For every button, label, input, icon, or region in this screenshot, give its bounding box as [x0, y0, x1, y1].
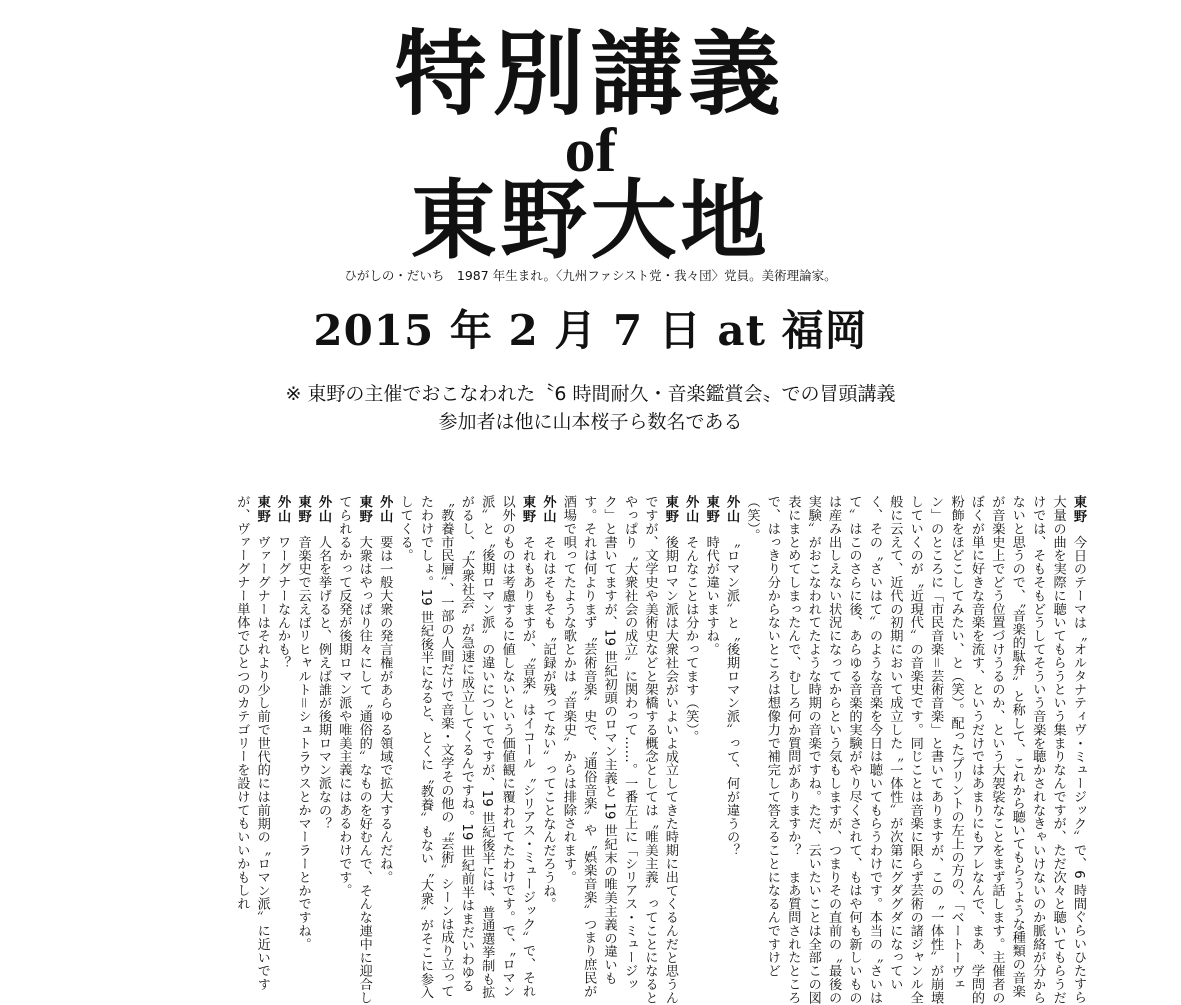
dialogue-text: そんなことは分かってます（笑）。 — [683, 535, 699, 744]
speaker-name: 外山 — [540, 495, 556, 524]
speaker-name: 東野 — [356, 495, 372, 524]
dialogue-text: 音楽史で云えばリヒャルト＝シュトラウスとかマーラーとかですね。 — [295, 535, 311, 951]
dialogue-text: 人名を挙げると、例えば誰が後期ロマン派なの？ — [315, 535, 331, 831]
dialogue-paragraph — [721, 495, 741, 1005]
dialogue-text: 後期ロマン派は大衆社会がいよいよ成立してきた時期に出てくるんだと思うんですが、文学史や美術史などと架橋する概念としては〝唯美主義〟ってことになるとやっぱり〝大衆社会の成立〟に関わって……。一番左上に「シリアス・ミュージック」と書いてますが、19 世紀初頭のロマン主義と 19 世紀末の唯美主義の違いもす。それは何よりまず〝芸術音楽〟史で、〝通俗音楽〟や〝娯楽音楽〟つまり庶民が酒場で唄ってたような歌とかは〝音楽史〟からは排除されます。 — [560, 495, 678, 1005]
speaker-name: 東野 — [662, 495, 678, 524]
dialogue-paragraph — [374, 495, 394, 1005]
speaker-name: 東野 — [520, 495, 536, 524]
speaker-name: 東野 — [1071, 495, 1086, 524]
lecture-date: 2015 年 2 月 7 日 at 福岡 — [313, 306, 868, 355]
dialogue-paragraph — [741, 495, 1088, 1005]
note-line-2: 参加者は他に山本桜子ら数名である — [438, 411, 743, 433]
dialogue-paragraph — [231, 495, 272, 1005]
dialogue-paragraph — [557, 495, 679, 1005]
dialogue-paragraph — [680, 495, 700, 1005]
dialogue-paragraph — [292, 495, 312, 1005]
dialogue-text: それもありますが、〝音楽〟はイコール〝シリアス・ミュージック〟で、それ以外のものは考慮するに値しないという価値観に覆われてたわけです。で、〝ロマン派〟と〝後期ロマン派〟の違いについてですが、19 世紀後半には、普通選挙制も拡がるし、〝大衆社会〟が急速に成立してくるんですね。19 世紀前半はまだいわゆる〝教養市民層〟、一部の人間だけで音楽・文学その他の〝芸術〟シーンは成り立ってたわけでしょ。19 世紀後半になると、とくに〝教養〟もない〝大衆〟がそこに参入してくる。 — [397, 495, 536, 999]
lecture-body — [88, 495, 1088, 1005]
dialogue-text: それはそもそも〝記録が残ってない〟ってことなんだろうね。 — [540, 535, 556, 911]
speaker-name: 東野 — [295, 495, 311, 524]
author-name: 東野大地 — [410, 170, 771, 271]
dialogue-text: 〝ロマン派〟と〝後期ロマン派〟って、何が違うの？ — [724, 535, 740, 857]
speaker-name: 外山 — [315, 495, 331, 524]
dialogue-text: ヴァーグナーはそれより少し前で世代的には前期の〝ロマン派〟に近いですが、ヴァーグナー単体でひとつのカテゴリーを設けてもいいかもしれ — [234, 495, 270, 991]
title-of: of — [564, 117, 617, 185]
dialogue-text: 時代が違いますね。 — [703, 535, 719, 656]
speaker-name: 外山 — [724, 495, 740, 524]
dialogue-text: 大衆はやっぱり往々にして〝通俗的〟なものを好むんで、そんな連中に迎合してられるかって反発が後期ロマン派や唯美主義にはあるわけです。 — [336, 495, 372, 1005]
speaker-name: 東野 — [254, 495, 270, 524]
dialogue-text: 今日のテーマは〝オルタナティヴ・ミュージック〟で、6 時間ぐらいひたすら大量の曲を実際に聴いてもらうという集まりなんですが、ただ次々と聴いてもらうだけでは、そもそもどうしてそういう音楽を聴かされなきゃいけないのか脈絡が分からないと思うので、〝音楽的駄弁〟と称して、これから聴いてもらうような種類の音楽が音楽史上でどう位置づけうるのか、という大袈裟なことをまず話します。主催者のぼくが単に好きな音楽を流す、というだけではあまりにもアレなんで、まあ、学問的粉飾をほどこしてみたい、と（笑）。配ったプリントの左上の方の、「ベートーヴェン」のところに「市民音楽＝芸術音楽」と書いてありますが、この〝一体性〟が崩壊していくのが〝近現代〟の音楽史です。同じことは音楽に限らず芸術の諸ジャンル全般に云えて、近代の初期において成立した〝一体性〟が次第にグダグダになっていく、その〝さいはて〟のような音楽を今日は聴いてもらうわけです。本当の〝さいはて〟はこのさらに後、あらゆる音楽的実験がやり尽くされて、もはや何も新しいものは産み出しえない状況になってからという気もしますが、つまりその直前の〝最後の実験〟がおこなわれてたような時期の音楽ですね。ただ、云いたいことは全部この図表にまとめてしまったんで、むしろ何か質問がありますか？ まあ質問されたところで、はっきり分からないところは想像力で補完して答えることになるんですけど（笑）。 — [744, 495, 1086, 1005]
dialogue-paragraph — [700, 495, 720, 1005]
speaker-name: 外山 — [683, 495, 699, 524]
author-profile: ひがしの・だいち 1987 年生まれ。〈九州ファシスト党・我々団〉党員。美術理論家。 — [344, 268, 837, 283]
dialogue-text: 要は一般大衆の発言権があらゆる領域で拡大するんだね。 — [377, 535, 393, 884]
dialogue-paragraph — [272, 495, 292, 1005]
dialogue-paragraph — [313, 495, 333, 1005]
dialogue-paragraph — [537, 495, 557, 1005]
speaker-name: 外山 — [275, 495, 291, 524]
dialogue-paragraph — [333, 495, 374, 1005]
note-line-1: ※ 東野の主催でおこなわれた〝6 時間耐久・音楽鑑賞会〟での冒頭講義 — [285, 383, 896, 405]
dialogue-paragraph — [394, 495, 537, 1005]
speaker-name: 外山 — [377, 495, 393, 524]
page-title: 特別講義 — [394, 20, 787, 128]
speaker-name: 東野 — [703, 495, 719, 524]
dialogue-text: ワーグナーなんかも？ — [275, 535, 291, 670]
